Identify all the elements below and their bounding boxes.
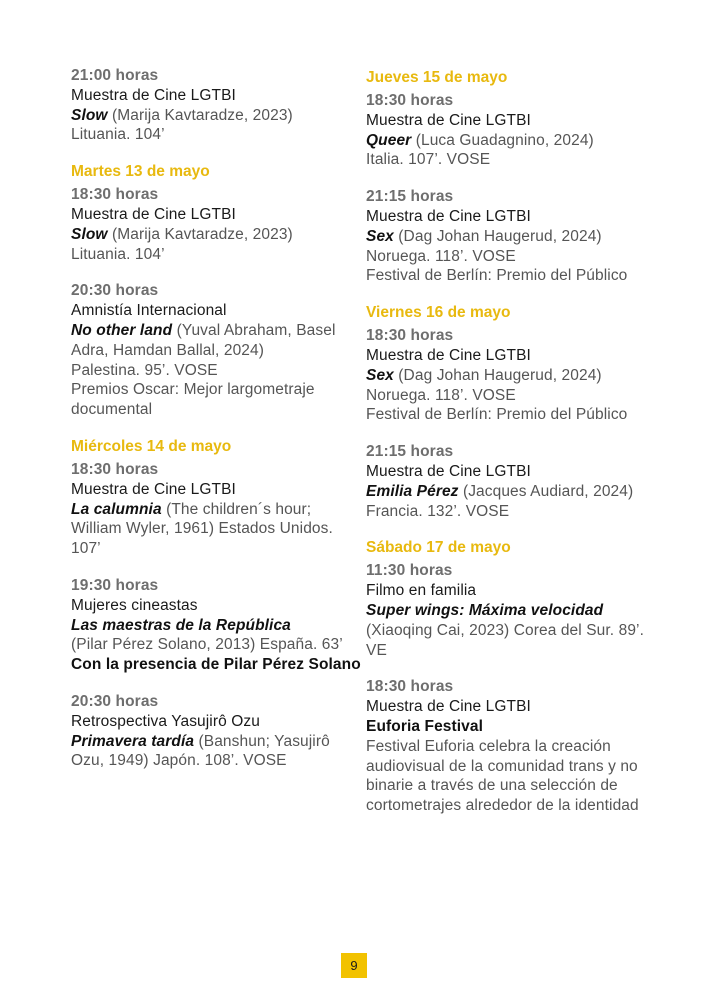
screening-time: 18:30 horas bbox=[71, 186, 159, 204]
film-title: Super wings: Máxima velocidad bbox=[366, 601, 604, 619]
film-title: Emilia Pérez bbox=[366, 482, 459, 500]
screening bbox=[71, 576, 361, 675]
screening bbox=[71, 185, 361, 264]
left-column bbox=[71, 66, 361, 788]
film-series: Muestra de Cine LGTBI bbox=[366, 207, 531, 225]
film-info bbox=[71, 500, 361, 559]
film-series: Muestra de Cine LGTBI bbox=[366, 462, 531, 480]
film-series: Amnistía Internacional bbox=[71, 302, 227, 320]
page-number: 9 bbox=[341, 953, 367, 978]
film-title: Sex bbox=[366, 227, 394, 245]
screening bbox=[366, 326, 656, 425]
film-title: Euforia Festival bbox=[366, 717, 484, 735]
film-origin: Palestina. 95’. VOSE bbox=[71, 361, 218, 379]
screening bbox=[366, 442, 656, 521]
film-info bbox=[366, 131, 656, 151]
film-credits: (Banshun; Yasujirô Ozu, 1949) Japón. 108’. VOSE bbox=[71, 732, 330, 770]
film-title: Primavera tardía bbox=[71, 732, 195, 750]
right-column bbox=[366, 66, 656, 833]
film-credits: (Pilar Pérez Solano, 2013) España. 63’ bbox=[71, 636, 343, 654]
film-series: Muestra de Cine LGTBI bbox=[366, 698, 531, 716]
film-title: Slow bbox=[71, 225, 108, 243]
film-info bbox=[71, 106, 361, 126]
film-credits: (Dag Johan Haugerud, 2024) bbox=[393, 366, 602, 384]
screening-time: 19:30 horas bbox=[71, 576, 159, 594]
film-credits: (Marija Kavtaradze, 2023) bbox=[107, 225, 293, 243]
screening bbox=[71, 281, 361, 420]
screening-time: 21:15 horas bbox=[366, 188, 454, 206]
screening-time: 11:30 horas bbox=[366, 562, 453, 580]
film-title: Queer bbox=[366, 131, 412, 149]
guest-presence: Con la presencia de Pilar Pérez Solano bbox=[71, 656, 361, 674]
film-info bbox=[71, 321, 361, 361]
film-series: Muestra de Cine LGTBI bbox=[366, 111, 531, 129]
film-info bbox=[366, 366, 656, 386]
film-info bbox=[71, 616, 361, 656]
film-series: Mujeres cineastas bbox=[71, 596, 198, 614]
film-info bbox=[71, 732, 361, 772]
film-origin: Italia. 107’. VOSE bbox=[366, 151, 491, 169]
screening-time: 20:30 horas bbox=[71, 282, 159, 300]
screening bbox=[366, 677, 656, 816]
day-heading: Sábado 17 de mayo bbox=[366, 539, 511, 557]
film-title: Sex bbox=[366, 366, 394, 384]
screening-time: 20:30 horas bbox=[71, 692, 159, 710]
screening bbox=[366, 561, 656, 660]
day-heading: Miércoles 14 de mayo bbox=[71, 437, 232, 455]
film-title: No other land bbox=[71, 321, 173, 339]
film-origin: Noruega. 118’. VOSE bbox=[366, 386, 516, 404]
film-credits: (Marija Kavtaradze, 2023) bbox=[107, 106, 293, 124]
film-info bbox=[71, 225, 361, 245]
day-heading: Jueves 15 de mayo bbox=[366, 69, 508, 86]
screening bbox=[71, 66, 361, 145]
day-heading: Viernes 16 de mayo bbox=[366, 304, 511, 322]
screening-time: 21:00 horas bbox=[71, 67, 159, 84]
film-origin: Lituania. 104’ bbox=[71, 126, 165, 144]
film-award: Premios Oscar: Mejor largometraje documental bbox=[71, 381, 315, 419]
film-title: Slow bbox=[71, 106, 108, 124]
film-description: Festival Euforia celebra la creación audiovisual de la comunidad trans y no binarie a través de una selección de cortometrajes alrededor de la identidad bbox=[366, 737, 639, 815]
film-credits: (Luca Guadagnino, 2024) bbox=[411, 131, 594, 149]
film-credits: (Xiaoqing Cai, 2023) Corea del Sur. 89’. VE bbox=[366, 621, 644, 659]
screening bbox=[71, 692, 361, 771]
film-series: Muestra de Cine LGTBI bbox=[71, 480, 236, 498]
film-award: Festival de Berlín: Premio del Público bbox=[366, 267, 628, 285]
film-award: Festival de Berlín: Premio del Público bbox=[366, 406, 628, 424]
screening-time: 18:30 horas bbox=[366, 678, 454, 696]
screening-time: 18:30 horas bbox=[366, 327, 454, 345]
film-credits: (The children´s hour; William Wyler, 1961) Estados Unidos. 107’ bbox=[71, 500, 333, 558]
film-series: Retrospectiva Yasujirô Ozu bbox=[71, 712, 260, 730]
screening bbox=[71, 460, 361, 559]
film-series: Filmo en familia bbox=[366, 582, 477, 600]
screening-time: 21:15 horas bbox=[366, 443, 454, 461]
screening-time: 18:30 horas bbox=[366, 92, 454, 109]
film-credits: (Dag Johan Haugerud, 2024) bbox=[393, 227, 602, 245]
screening-time: 18:30 horas bbox=[71, 460, 159, 478]
film-info bbox=[366, 227, 656, 247]
day-heading: Martes 13 de mayo bbox=[71, 163, 210, 181]
film-credits: (Jacques Audiard, 2024) Francia. 132’. VOSE bbox=[366, 482, 634, 520]
film-origin: Lituania. 104’ bbox=[71, 245, 165, 263]
film-series: Muestra de Cine LGTBI bbox=[71, 205, 236, 223]
film-info bbox=[366, 601, 656, 660]
film-origin: Noruega. 118’. VOSE bbox=[366, 247, 516, 265]
film-credits: (Yuval Abraham, Basel Adra, Hamdan Ballal, 2024) bbox=[71, 321, 336, 359]
film-title: La calumnia bbox=[71, 500, 162, 518]
film-series: Muestra de Cine LGTBI bbox=[71, 86, 236, 104]
film-info bbox=[366, 482, 656, 522]
screening bbox=[366, 187, 656, 286]
film-series: Muestra de Cine LGTBI bbox=[366, 346, 531, 364]
screening bbox=[366, 91, 656, 170]
film-title: Las maestras de la República bbox=[71, 616, 291, 634]
